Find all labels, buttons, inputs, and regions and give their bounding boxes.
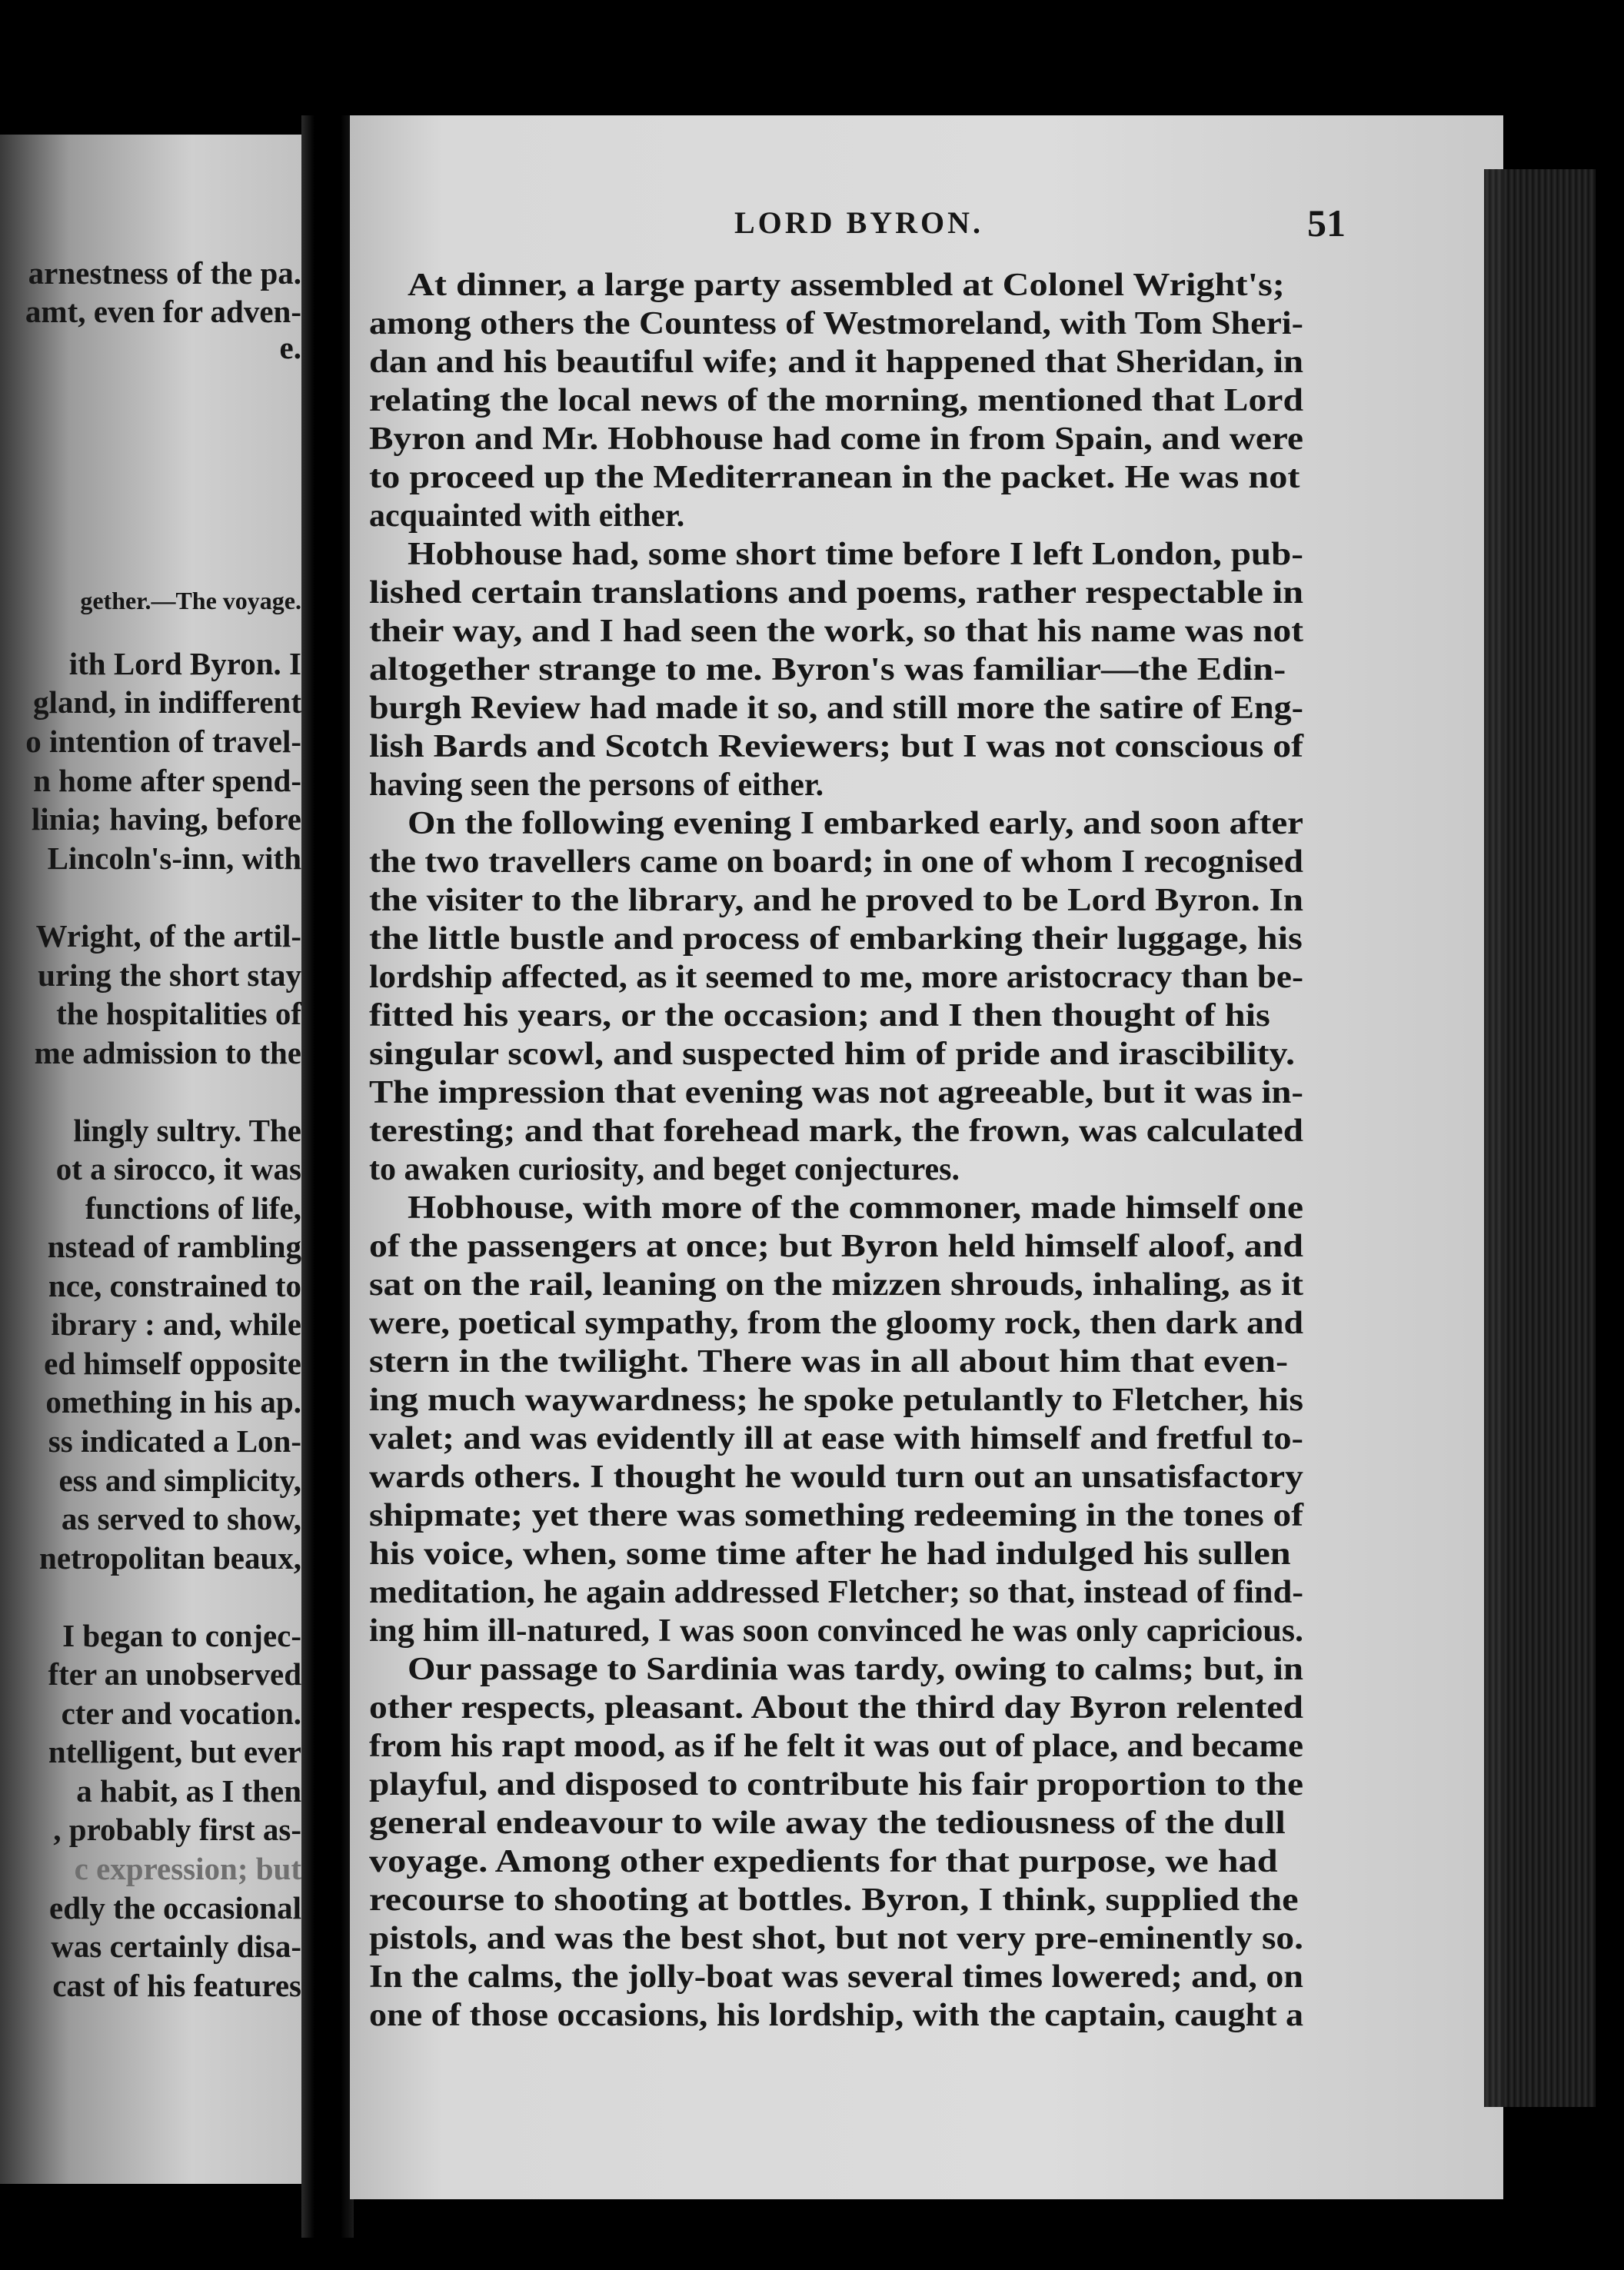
right-page-line: the little bustle and process of embarking their luggage, his bbox=[369, 921, 1303, 957]
right-page-line: one of those occasions, his lordship, with the captain, caught a bbox=[369, 1998, 1303, 2033]
left-page-line: ess and simplicity, bbox=[58, 1463, 301, 1498]
page-number: 51 bbox=[1307, 201, 1346, 245]
left-page-line: was certainly disa- bbox=[51, 1929, 301, 1964]
right-page-line: to proceed up the Mediterranean in the packet. He was not bbox=[369, 460, 1300, 495]
left-page-line: nstead of rambling bbox=[47, 1229, 301, 1264]
left-page-line: arnestness of the pa. bbox=[28, 255, 301, 291]
right-page-line: burgh Review had made it so, and still more the satire of Eng- bbox=[369, 691, 1303, 726]
right-page-line: The impression that evening was not agreeable, but it was in- bbox=[369, 1075, 1303, 1110]
left-page-line: ot a sirocco, it was bbox=[55, 1151, 301, 1187]
right-page-line: ing him ill-natured, I was soon convinced he was only capricious. bbox=[369, 1613, 1303, 1649]
running-head: LORD BYRON. bbox=[734, 205, 984, 240]
right-page-line: stern in the twilight. There was in all about him that even- bbox=[369, 1344, 1289, 1380]
left-page-line: amt, even for adven- bbox=[25, 294, 301, 329]
right-page-line: other respects, pleasant. About the third day Byron relented bbox=[369, 1690, 1303, 1726]
left-page-line: Lincoln's-inn, with bbox=[47, 840, 301, 876]
right-page-line: the two travellers came on board; in one of whom I recognised bbox=[369, 844, 1303, 880]
left-page-line: c expression; but bbox=[74, 1851, 301, 1886]
right-page-line: acquainted with either. bbox=[369, 498, 685, 534]
right-page-line: among others the Countess of Westmoreland, with Tom Sheri- bbox=[369, 306, 1303, 341]
left-page-line: linia; having, before bbox=[31, 801, 301, 837]
left-page-line: uring the short stay bbox=[38, 957, 301, 993]
right-page-line: At dinner, a large party assembled at Colonel Wright's; bbox=[408, 268, 1285, 303]
left-page-line: functions of life, bbox=[85, 1190, 301, 1226]
left-page-line: gland, in indifferent bbox=[33, 684, 301, 720]
right-page-line: recourse to shooting at bottles. Byron, I think, supplied the bbox=[369, 1882, 1299, 1918]
right-page-line: to awaken curiosity, and beget conjectures. bbox=[369, 1152, 960, 1187]
right-page-line: meditation, he again addressed Fletcher; so that, instead of find- bbox=[369, 1575, 1303, 1610]
left-page-line: lingly sultry. The bbox=[73, 1113, 301, 1148]
right-page-line: Hobhouse had, some short time before I left London, pub- bbox=[408, 537, 1304, 572]
left-page-line: cast of his features bbox=[52, 1968, 301, 2003]
right-page-line: wards others. I thought he would turn out an unsatisfactory bbox=[369, 1460, 1303, 1495]
right-page-line: having seen the persons of either. bbox=[369, 767, 824, 803]
right-page-line: playful, and disposed to contribute his fair proportion to the bbox=[369, 1767, 1303, 1802]
right-page-line: ing much waywardness; he spoke petulantly to Fletcher, his bbox=[369, 1383, 1303, 1418]
right-page-line: valet; and was evidently ill at ease with himself and fretful to- bbox=[369, 1421, 1303, 1456]
book-gutter bbox=[301, 115, 354, 2238]
right-page-line: altogether strange to me. Byron's was familiar—the Edin- bbox=[369, 652, 1286, 687]
left-page-line: me admission to the bbox=[34, 1035, 301, 1070]
right-page-line: pistols, and was the best shot, but not very pre-eminently so. bbox=[369, 1921, 1303, 1956]
left-page-line: e. bbox=[279, 330, 301, 365]
left-page-line: ed himself opposite bbox=[44, 1346, 301, 1381]
right-page-line: shipmate; yet there was something redeeming in the tones of bbox=[369, 1498, 1303, 1533]
right-page-line: lordship affected, as it seemed to me, more aristocracy than be- bbox=[369, 960, 1303, 995]
right-page-line: his voice, when, some time after he had indulged his sullen bbox=[369, 1536, 1291, 1572]
right-page-line: On the following evening I embarked early, and soon after bbox=[408, 806, 1303, 841]
left-page-line: , probably first as- bbox=[53, 1812, 301, 1847]
right-page-line: voyage. Among other expedients for that purpose, we had bbox=[369, 1844, 1278, 1879]
left-page bbox=[0, 135, 331, 2184]
left-page-line: a habit, as I then bbox=[76, 1773, 301, 1809]
left-page-line: ibrary : and, while bbox=[51, 1306, 301, 1342]
right-page-line: singular scowl, and suspected him of pride and irascibility. bbox=[369, 1037, 1296, 1072]
right-page-line: their way, and I had seen the work, so that his name was not bbox=[369, 614, 1303, 649]
right-page-line: lished certain translations and poems, rather respectable in bbox=[369, 575, 1303, 611]
left-page-line: ith Lord Byron. I bbox=[68, 646, 301, 681]
right-page-line: dan and his beautiful wife; and it happened that Sheridan, in bbox=[369, 344, 1303, 380]
left-page-line: the hospitalities of bbox=[56, 996, 301, 1031]
right-page-line: Our passage to Sardinia was tardy, owing to calms; but, in bbox=[408, 1652, 1303, 1687]
right-page-line: from his rapt mood, as if he felt it was out of place, and became bbox=[369, 1729, 1303, 1764]
left-page-line: n home after spend- bbox=[33, 763, 301, 798]
left-page-line: ntelligent, but ever bbox=[48, 1734, 301, 1769]
left-page-line: cter and vocation. bbox=[61, 1696, 301, 1731]
left-page-line: Wright, of the artil- bbox=[35, 918, 301, 954]
right-page-line: were, poetical sympathy, from the gloomy rock, then dark and bbox=[369, 1306, 1303, 1341]
right-page-line: the visiter to the library, and he proved to be Lord Byron. In bbox=[369, 883, 1303, 918]
right-page-line: fitted his years, or the occasion; and I then thought of his bbox=[369, 998, 1270, 1033]
right-page-line: relating the local news of the morning, mentioned that Lord bbox=[369, 383, 1303, 418]
right-page-line: lish Bards and Scotch Reviewers; but I was not conscious of bbox=[369, 729, 1303, 764]
left-page-line: gether.—The voyage. bbox=[80, 587, 301, 614]
right-page-line: In the calms, the jolly-boat was several times lowered; and, on bbox=[369, 1959, 1303, 1995]
right-page-line: general endeavour to wile away the tediousness of the dull bbox=[369, 1806, 1286, 1841]
page-edges bbox=[1484, 169, 1596, 2107]
left-page-line: o intention of travel- bbox=[25, 724, 301, 759]
left-page-line: edly the occasional bbox=[49, 1890, 301, 1926]
right-page-line: Hobhouse, with more of the commoner, made himself one bbox=[408, 1190, 1303, 1226]
left-page-line: netropolitan beaux, bbox=[39, 1540, 301, 1576]
right-page-line: teresting; and that forehead mark, the frown, was calculated bbox=[369, 1113, 1303, 1149]
left-page-line: ss indicated a Lon- bbox=[48, 1423, 301, 1459]
left-page-line: fter an unobserved bbox=[48, 1656, 301, 1692]
right-page-line: sat on the rail, leaning on the mizzen shrouds, inhaling, as it bbox=[369, 1267, 1303, 1303]
left-page-line: I began to conjec- bbox=[62, 1618, 301, 1653]
left-page-line: nce, constrained to bbox=[48, 1268, 301, 1303]
left-page-line: omething in his ap. bbox=[45, 1384, 301, 1420]
right-page bbox=[350, 115, 1503, 2199]
right-page-line: of the passengers at once; but Byron held himself aloof, and bbox=[369, 1229, 1303, 1264]
right-page-line: Byron and Mr. Hobhouse had come in from Spain, and were bbox=[369, 421, 1303, 457]
left-page-line: as served to show, bbox=[61, 1501, 301, 1536]
